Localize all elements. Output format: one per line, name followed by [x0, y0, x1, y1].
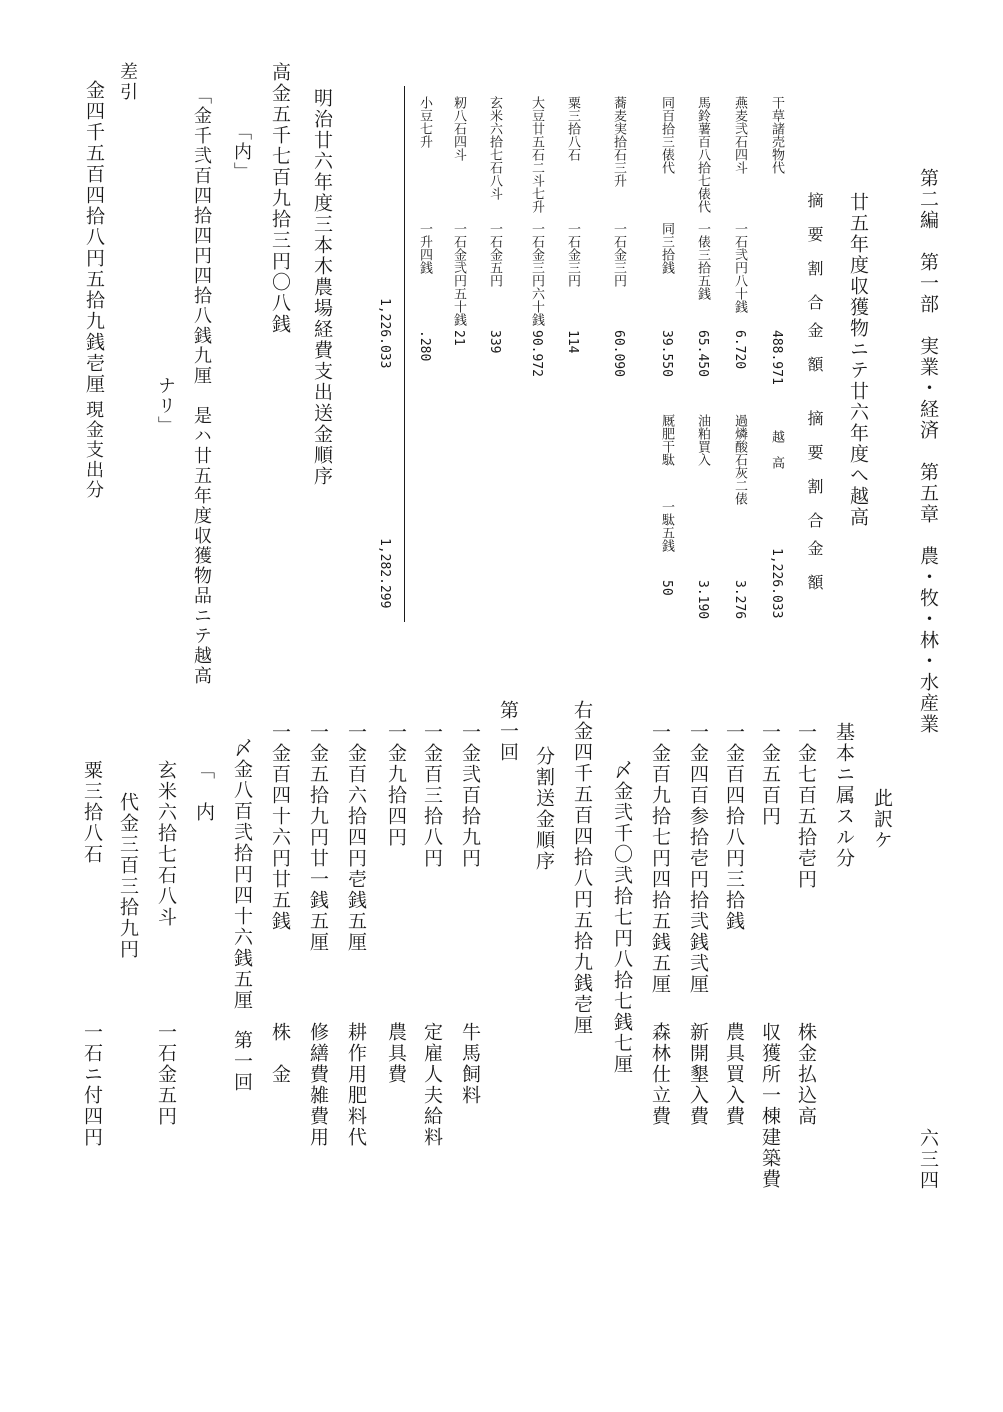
list-item-label: 修繕費雑費用: [307, 1022, 329, 1148]
section-title: 明治廿六年度三本木農場経費支出送金順序: [311, 88, 333, 487]
col-header-rate: 割 合: [805, 260, 824, 311]
table-row-desc: 大豆廿五石二斗七升: [529, 96, 544, 213]
table-row-desc: 馬鈴薯百八拾七俵代: [695, 96, 710, 213]
inner-label-2: 「 内: [193, 760, 215, 823]
col-header-desc: 摘 要: [805, 192, 824, 243]
awa-rate: 一石ニ付四円: [81, 1022, 103, 1148]
page-number: 六三四: [917, 1128, 939, 1191]
table-row-amount: 488.971: [769, 330, 784, 385]
col-header-amount: 金 額: [805, 322, 824, 373]
table-row-amount: 21: [451, 330, 466, 346]
col-header-desc-2: 摘 要: [805, 410, 824, 461]
difference-amount: 金四千五百四拾八円五拾九銭壱厘: [83, 80, 105, 395]
table-row-desc: 過燐酸石灰二俵: [732, 414, 747, 505]
first-round-total: 〆金八百弐拾円四十六銭五厘: [231, 738, 253, 1011]
table-row-rate: 一石金三円: [611, 222, 626, 287]
list-item-amount: 一金七百五拾壱円: [795, 722, 817, 890]
difference-note: 現金支出分: [83, 400, 104, 500]
list-item-amount: 一金百三拾八円: [421, 722, 443, 869]
table-title: 廿五年度収獲物ニテ廿六年度へ越高: [847, 192, 869, 528]
genmai-price: 代金三百三拾九円: [117, 792, 139, 960]
order-title: 分割送金順序: [533, 746, 555, 872]
list-item-amount: 一金五拾九円廿一銭五厘: [307, 722, 329, 953]
table-row-desc: 籾八石四斗: [451, 96, 466, 161]
list-item-label: 森林仕立費: [649, 1022, 671, 1127]
table-row-desc: 粟三拾八石: [565, 96, 580, 161]
list-item-amount: 一金百六拾四円壱銭五厘: [345, 722, 367, 953]
col-header-rate-2: 割 合: [805, 478, 824, 529]
table-row-amount: 1,226.033: [769, 548, 784, 619]
table-row-rate: 一駄五銭: [659, 500, 674, 552]
table-row-amount: 90.972: [529, 330, 544, 377]
table-row-rate: 一升四銭: [417, 222, 432, 274]
table-row-desc: 玄米六拾七石八斗: [487, 96, 502, 200]
table-row-amount: 50: [659, 580, 674, 596]
list-item-amount: 一金百四拾八円三拾銭: [723, 722, 745, 932]
difference-label: 差引: [117, 62, 138, 102]
table-total: 1,282.299: [377, 538, 392, 609]
list-item-label: 収獲所一棟建築費: [759, 1022, 781, 1190]
table-row-amount: 60.090: [611, 330, 626, 377]
table-row-amount: 339: [487, 330, 502, 354]
list-item-amount: 一金弐百拾九円: [459, 722, 481, 869]
list-item-label: 定雇人夫給料: [421, 1022, 443, 1148]
table-row-rate: 一石金三円: [565, 222, 580, 287]
inner-label: 「内」: [231, 122, 252, 182]
table-row-amount: 65.450: [695, 330, 710, 377]
breakdown-subtotal: 〆金弐千〇弐拾七円八拾七銭七厘: [611, 760, 633, 1075]
table-row-rate: 一石金三円六十銭: [529, 222, 544, 326]
table-row-amount: 39.550: [659, 330, 674, 377]
table-row-desc: 越 高: [769, 430, 784, 469]
table-row-rate: 一石金弐円五十銭: [451, 222, 466, 326]
list-item-amount: 一金九拾四円: [385, 722, 407, 848]
list-item-amount: 一金百四十六円廿五銭: [269, 722, 291, 932]
list-item-label: 農具買入費: [723, 1022, 745, 1127]
table-row-desc: 油粕買入: [695, 414, 710, 466]
list-item-label: 牛馬飼料: [459, 1022, 481, 1106]
list-item-label: 新開墾入費: [687, 1022, 709, 1127]
table-row-amount: 6.720: [732, 330, 747, 370]
base-label: 基本ニ属スル分: [833, 722, 855, 869]
first-round-total-note: 第一回: [231, 1030, 253, 1093]
table-divider: [404, 86, 405, 622]
genmai-line: 玄米六拾七石八斗: [155, 760, 177, 928]
table-row-desc: 蕎麦実拾石三升: [611, 96, 626, 187]
list-item-label: 耕作用肥料代: [345, 1022, 367, 1148]
awa-line: 粟三拾八石: [81, 760, 103, 865]
table-row-desc: 小豆七升: [417, 96, 432, 148]
table-row-amount: 114: [565, 330, 580, 354]
list-item-amount: 一金五百円: [759, 722, 781, 827]
table-row-desc: 厩肥干駄: [659, 414, 674, 466]
table-row-amount: 3.276: [732, 580, 747, 620]
list-item-label: 農具費: [385, 1022, 407, 1085]
list-item-amount: 一金百九拾七円四拾五銭五厘: [649, 722, 671, 995]
table-row-rate: 一俵三拾五銭: [695, 222, 710, 300]
summary-line: 右金四千五百四拾八円五拾九銭壱厘: [571, 700, 593, 1036]
total-line: 高金五千七百九拾三円〇八銭: [269, 62, 291, 335]
table-row-rate: 同三拾銭: [659, 222, 674, 274]
col-header-amount-2: 金 額: [805, 540, 824, 591]
table-row-rate: 一石弐円八十銭: [732, 222, 747, 313]
list-item-label: 株 金: [269, 1022, 291, 1085]
table-row-rate: 一石金五円: [487, 222, 502, 287]
list-item-label: 株金払込高: [795, 1022, 817, 1127]
table-row-amount: .280: [417, 330, 432, 362]
table-subtotal: 1,226.033: [377, 298, 392, 369]
breakdown-heading: 此訳ケ: [871, 788, 893, 851]
running-header: 第二編 第一部 実業・経済 第五章 農・牧・林・水産業: [917, 168, 939, 735]
table-row-desc: 同百拾三俵代: [659, 96, 674, 174]
genmai-rate: 一石金五円: [155, 1022, 177, 1127]
detail-line: 「金千弐百四拾四円四拾八銭九厘 是ハ廿五年度収獲物品ニテ越高: [191, 86, 212, 686]
table-row-desc: 干草諸売物代: [769, 96, 784, 174]
table-row-desc: 燕麦弐石四斗: [732, 96, 747, 174]
list-item-amount: 一金四百参拾壱円拾弐銭弐厘: [687, 722, 709, 995]
first-round-label: 第一回: [497, 700, 519, 763]
detail-line-cont: ナリ」: [155, 376, 176, 436]
table-row-amount: 3.190: [695, 580, 710, 620]
